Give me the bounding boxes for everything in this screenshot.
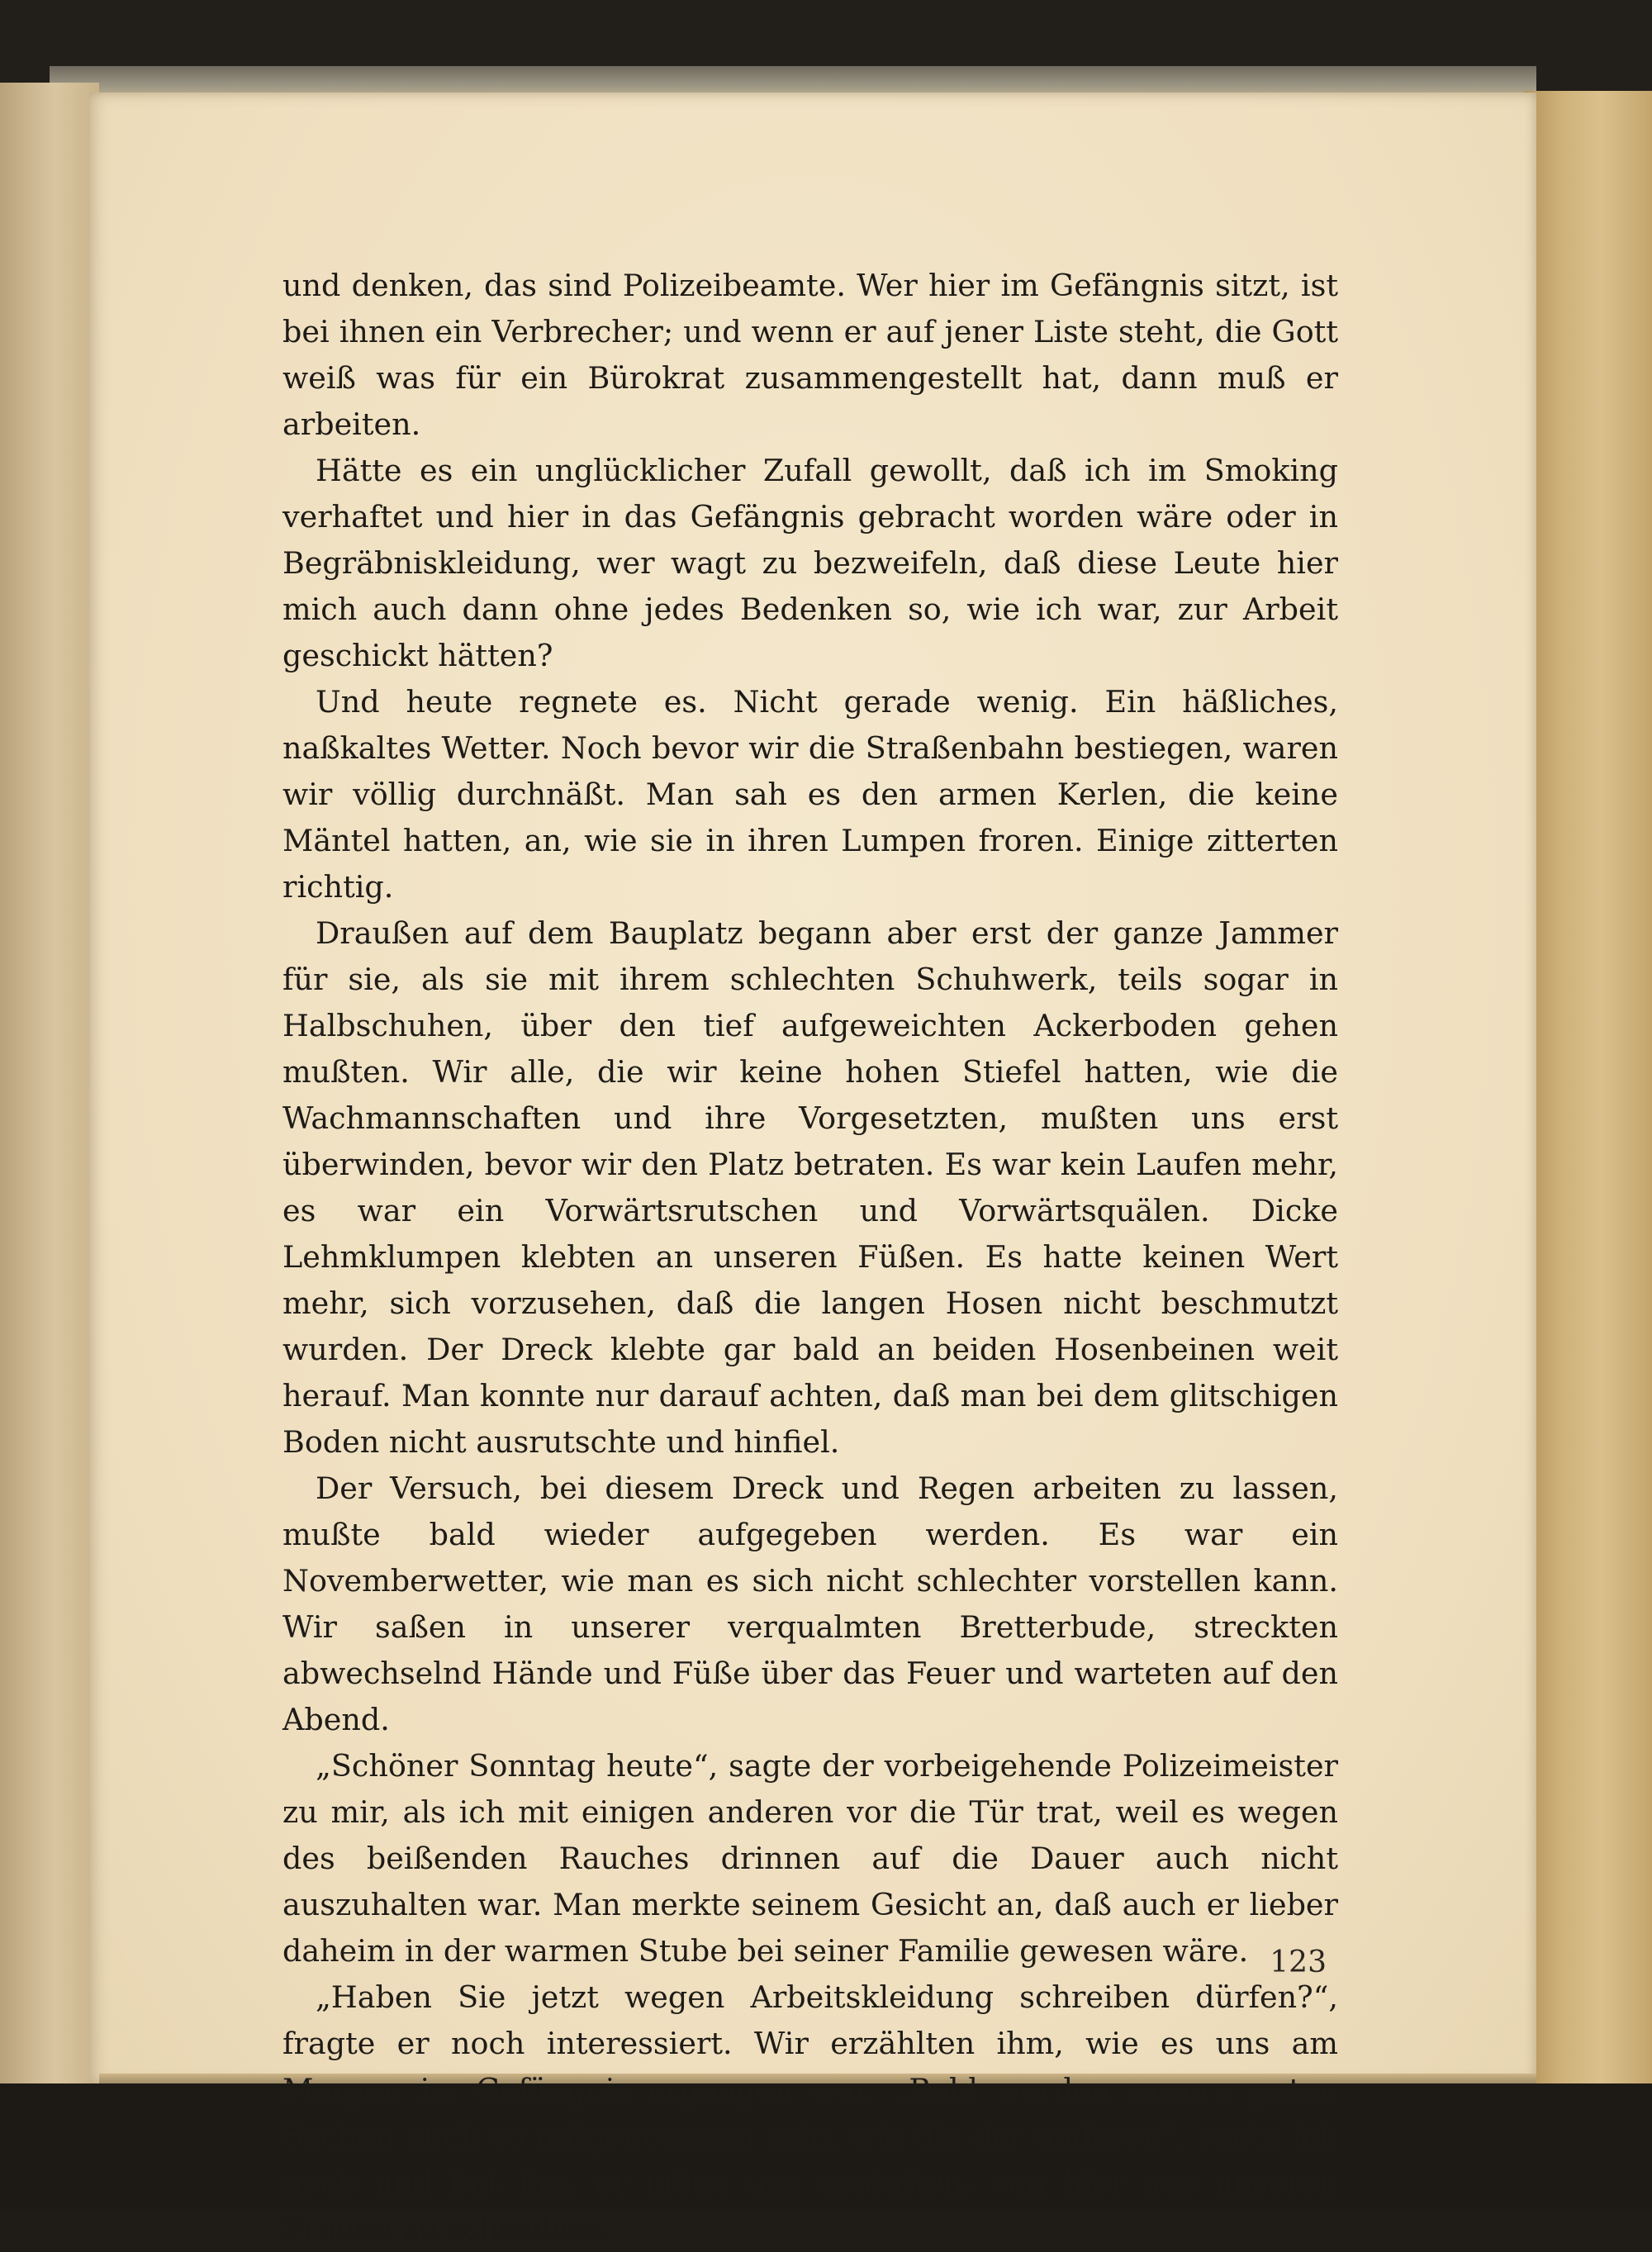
body-text: [282, 263, 1338, 2252]
paragraph: „Schöner Sonntag heute“, sagte der vorbeigehende Polizeimeister zu mir, als ich mit einigen anderen vor die Tür trat, weil es wegen des beißenden Rauches drinnen auf die Dauer auch nicht auszuhalten war. Man merkte seinem Gesicht an, daß auch er lieber daheim in der warmen Stube bei seiner Familie gewesen wäre.: [282, 1748, 1338, 1969]
paragraph: Draußen auf dem Bauplatz begann aber erst der ganze Jammer für sie, als sie mit ihrem schlechten Schuhwerk, teils sogar in Halbschuhen, über den tief aufgeweichten Ackerboden gehen mußten. Wir alle, die wir keine hohen Stiefel hatten, wie die Wachmannschaften und ihre Vorgesetzten, mußten uns erst überwinden, bevor wir den Platz betraten. Es war kein Laufen mehr, es war ein Vorwärtsrutschen und Vorwärtsquälen. Dicke Lehmklumpen klebten an unseren Füßen. Es hatte keinen Wert mehr, sich vorzusehen, daß die langen Hosen nicht beschmutzt wurden. Der Dreck klebte gar bald an beiden Hosenbeinen weit herauf. Man konnte nur darauf achten, daß man bei dem glitschigen Boden nicht ausrutschte und hinfiel.: [282, 915, 1338, 1460]
paragraph: und denken, das sind Polizeibeamte. Wer hier im Gefängnis sitzt, ist bei ihnen ein Verbrecher; und wenn er auf jener Liste steht, die Gott weiß was für ein Bürokrat zusammengestellt hat, dann muß er arbeiten.: [282, 268, 1338, 442]
right-page-stack: [1524, 91, 1652, 2090]
paragraph: „Haben Sie jetzt wegen Arbeitskleidung schreiben dürfen?“, fragte er noch interessiert. Wir erzählten ihm, wie es uns am Morgen im Gefängnis ergangen war. „Bald werden unsere guten Sachen auch so mitgenommen sein, wie die der anderen“, sagte ich noch und bat ihn, er möge uns gestatten, von hier aus unseren Frauen zu schreiben.: [282, 1979, 1338, 2246]
paragraph: Der Versuch, bei diesem Dreck und Regen arbeiten zu lassen, mußte bald wieder aufgegeben werden. Es war ein Novemberwetter, wie man es sich nicht schlechter vorstellen kann. Wir saßen in unserer verqualmten Bretterbude, streckten abwechselnd Hände und Füße über das Feuer und warteten auf den Abend.: [282, 1470, 1338, 1737]
paragraph: Hätte es ein unglücklicher Zufall gewollt, daß ich im Smoking verhaftet und hier in das Gefängnis gebracht worden wäre oder in Begräbniskleidung, wer wagt zu bezweifeln, daß diese Leute hier mich auch dann ohne jedes Bedenken so, wie ich war, zur Arbeit geschickt hätten?: [282, 453, 1338, 673]
page-number: 123: [1270, 1946, 1327, 1979]
paragraph: Und heute regnete es. Nicht gerade wenig. Ein häßliches, naßkaltes Wetter. Noch bevor wir die Straßenbahn bestiegen, waren wir völlig durchnäßt. Man sah es den armen Kerlen, die keine Mäntel hatten, an, wie sie in ihren Lumpen froren. Einige zitterten richtig.: [282, 684, 1338, 905]
left-page-edge: [0, 83, 99, 2090]
